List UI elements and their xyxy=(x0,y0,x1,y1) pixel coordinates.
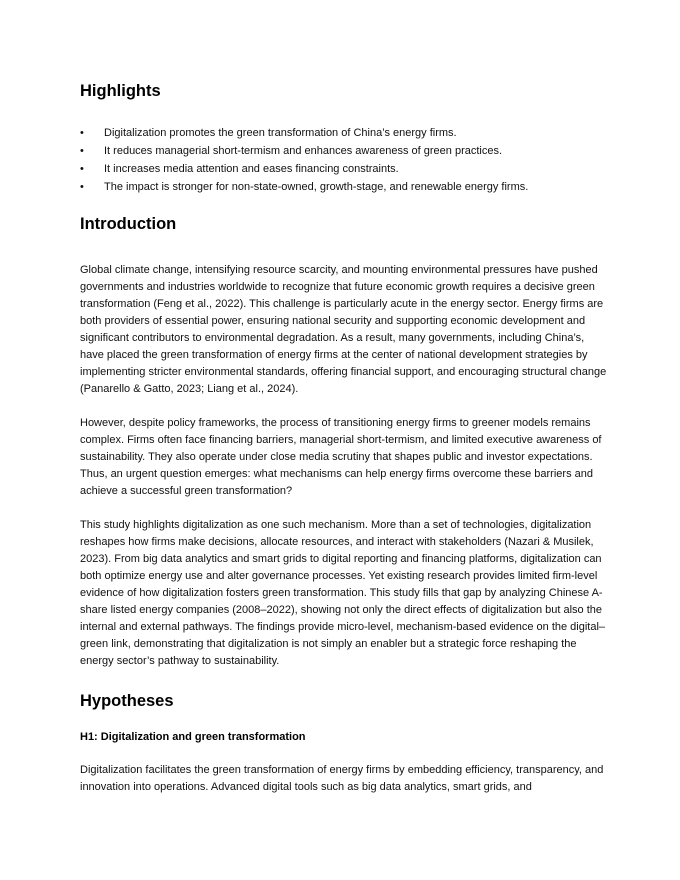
hypotheses-heading: Hypotheses xyxy=(80,692,174,710)
highlight-item: • The impact is stronger for non-state-owned, growth-stage, and renewable energy firms. xyxy=(80,178,608,196)
highlight-item: • It increases media attention and eases financing constraints. xyxy=(80,160,608,178)
introduction-heading: Introduction xyxy=(80,215,177,233)
introduction-paragraph-2: However, despite policy frameworks, the process of transitioning energy firms to greener models remains complex. Firms often face financing barriers, managerial short-termism, and limited executive awareness of sustainability. They also operate under close media scrutiny that shapes public and investor expectations. Thus, an urgent question emerges: what mechanisms can help energy firms overcome these barriers and achieve a successful green transformation? xyxy=(80,417,602,497)
bullet-icon: • xyxy=(80,127,84,139)
highlight-item: • It reduces managerial short-termism and enhances awareness of green practices. xyxy=(80,142,608,160)
bullet-icon: • xyxy=(80,163,84,175)
bullet-icon: • xyxy=(80,181,84,193)
introduction-paragraph-3: This study highlights digitalization as one such mechanism. More than a set of technologies, digitalization reshapes how firms make decisions, allocate resources, and interact with stakeholders (Nazari & Musilek, 2023). From big data analytics and smart grids to digital reporting and financing platforms, digitalization can both optimize energy use and alter governance processes. Yet existing research provides limited firm-level evidence of how digitalization fosters green transformation. This study fills that gap by analyzing Chinese A-share listed energy companies (2008–2022), showing not only the direct effects of digitalization but also the internal and external pathways. The findings provide micro-level, mechanism-based evidence on the digital–green link, demonstrating that digitalization is not simply an enabler but a strategic force reshaping the energy sector’s pathway to sustainability. xyxy=(80,519,606,667)
highlights-list xyxy=(80,124,608,196)
highlight-item: • Digitalization promotes the green transformation of China’s energy firms. xyxy=(80,124,608,142)
h1-paragraph: Digitalization facilitates the green transformation of energy firms by embedding efficiency, transparency, and innovation into operations. Advanced digital tools such as big data analytics, smart grids, and xyxy=(80,764,604,793)
highlights-heading: Highlights xyxy=(80,82,161,100)
h1-subheading: H1: Digitalization and green transformation xyxy=(80,731,306,743)
introduction-paragraph-1: Global climate change, intensifying resource scarcity, and mounting environmental pressures have pushed governments and industries worldwide to recognize that future economic growth requires a decisive green transformation (Feng et al., 2022). This challenge is particularly acute in the energy sector. Energy firms are both providers of essential power, ensuring national security and supporting economic development and significant contributors to environmental degradation. As a result, many governments, including China’s, have placed the green transformation of energy firms at the center of national development strategies by implementing stricter environmental standards, offering financial support, and encouraging structural change (Panarello & Gatto, 2023; Liang et al., 2024). xyxy=(80,264,607,395)
bullet-icon: • xyxy=(80,145,84,157)
